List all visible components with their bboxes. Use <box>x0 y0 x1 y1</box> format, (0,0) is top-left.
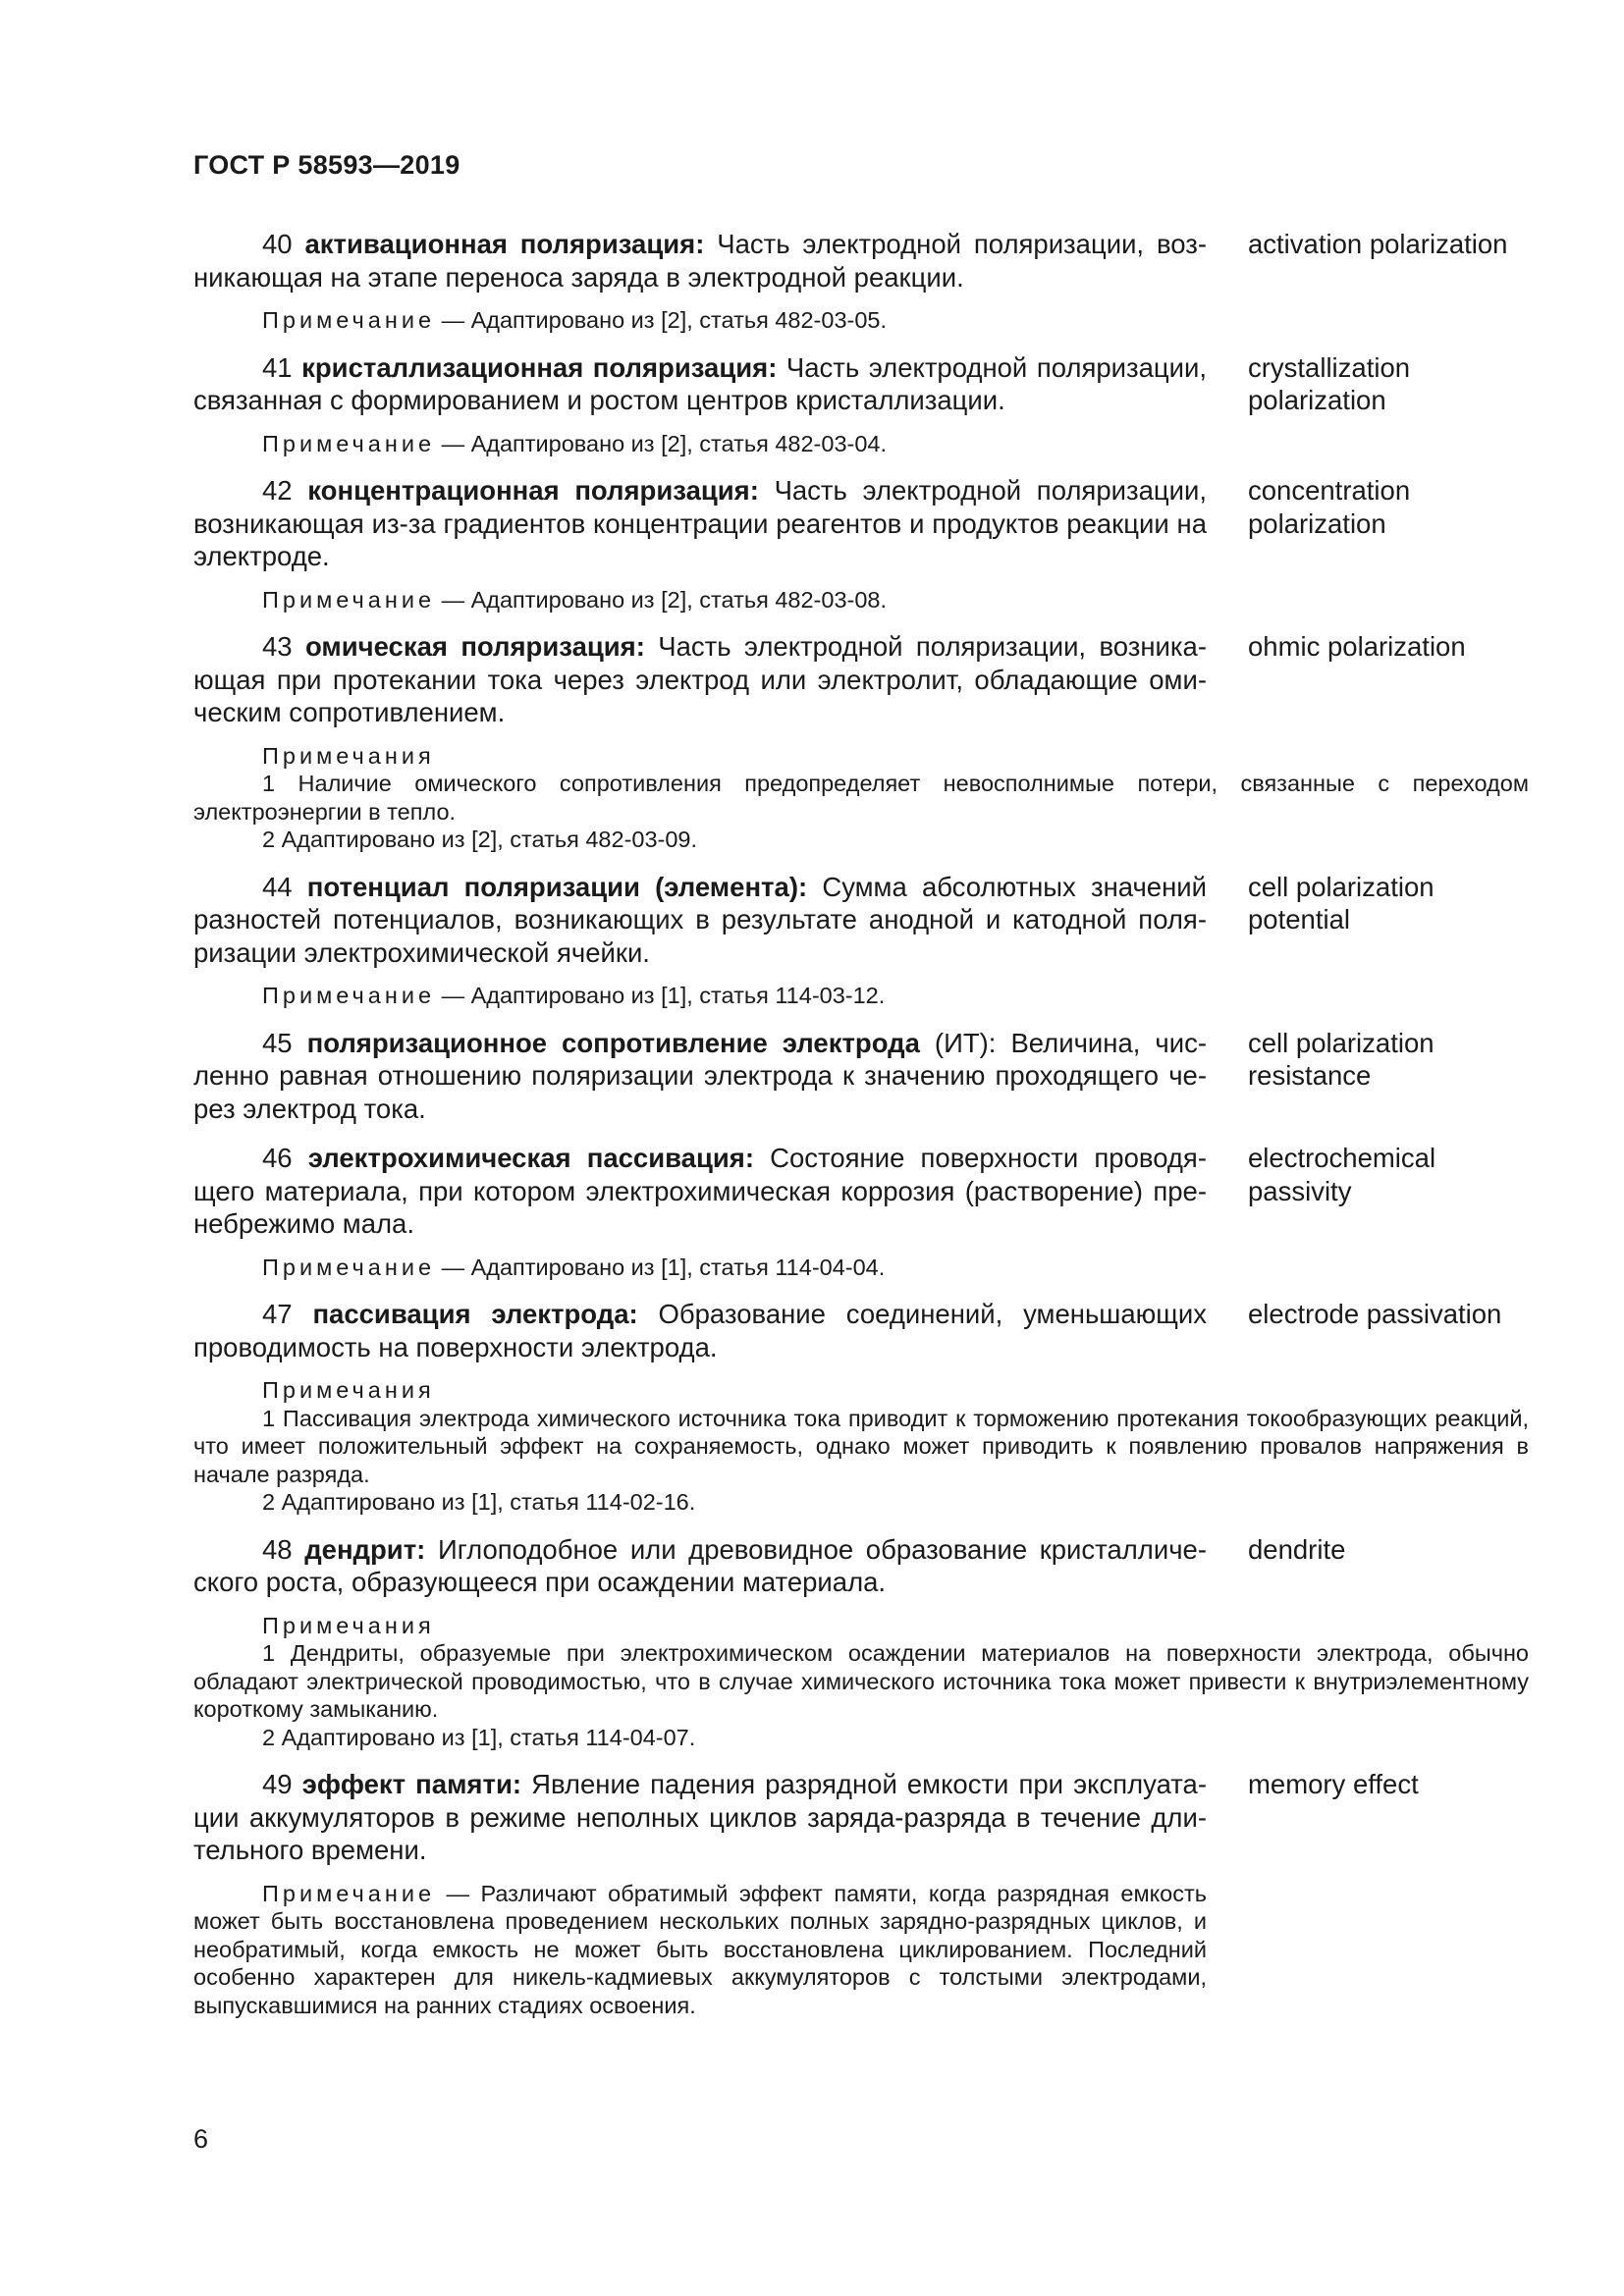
term-name: потенциал поляризации (элемента): <box>306 871 808 902</box>
document-header: ГОСТ Р 58593—2019 <box>193 150 460 180</box>
english-equivalent: ohmic polarization <box>1248 631 1466 662</box>
english-equivalent: cell polarization resistance <box>1248 1027 1435 1091</box>
term-definition: 46 электрохимическая пассивация: Состояние поверхности проводящего материала, при котором электрохимическая коррозия (растворение) пренебрежимо мала. <box>193 1143 1207 1239</box>
english-equivalent: cell polarization potential <box>1248 871 1435 934</box>
term-note: Примечание — Адаптировано из [2], статья 482-03-04. <box>262 430 888 456</box>
term-definition: 42 концентрационная поляризация: Часть электродной поляризации, возникающая из-за градиентов концентрации реагентов и продуктов реакции на электроде. <box>193 475 1207 571</box>
term-entry-40 <box>193 228 1529 294</box>
terms-list <box>193 228 1529 2019</box>
term-name: электрохимическая пассивация: <box>307 1143 754 1173</box>
term-name: концентрационная поляризация: <box>307 475 759 506</box>
term-entry-43 <box>193 630 1529 729</box>
term-definition: 44 потенциал поляризации (элемента): Сумма абсолютных значений разностей потенциалов, возникающих в результате анодной и катодной поляризации электрохимической ячейки. <box>193 871 1208 968</box>
english-equivalent: activation polarization <box>1248 229 1508 259</box>
term-name: дендрит: <box>304 1533 426 1565</box>
english-equivalent: dendrite <box>1248 1533 1346 1565</box>
term-definition: 41 кристаллизационная поляризация: Часть электродной поляризации, связанная с формированием и ростом центров кристаллизации. <box>193 351 1208 415</box>
term-name: активационная поляризация: <box>304 229 705 259</box>
term-definition: 45 поляризационное сопротивление электрода (ИТ): Величина, численно равная отношению поляризации электрода к значению проходящего через электрод тока. <box>193 1027 1207 1124</box>
term-definition: 47 пассивация электрода: Образование соединений, уменьшающих проводимость на поверхности электрода. <box>193 1299 1207 1362</box>
english-equivalent: electrochemical passivity <box>1248 1143 1436 1206</box>
term-note: Примечание — Адаптировано из [2], статья 482-03-08. <box>262 586 888 613</box>
term-note: Примечание — Адаптировано из [1], статья 114-04-04. <box>262 1254 886 1280</box>
term-notes: Примечания 1 Наличие омического сопротивления предопределяет невосполнимые потери, связанные с переходом электроэнергии в тепло. 2 Адаптировано из [2], статья 482-03-09. <box>193 742 1529 852</box>
term-note: Примечание — Адаптировано из [1], статья 114-03-12. <box>262 983 886 1008</box>
term-entry-48 <box>193 1533 1529 1599</box>
term-definition: 40 активационная поляризация: Часть электродной поляризации, возникающая на этапе переноса заряда в электродной реакции. <box>193 229 1208 293</box>
english-equivalent: memory effect <box>1248 1769 1419 1799</box>
term-entry-44 <box>193 871 1529 970</box>
term-name: кристаллизационная поляризация: <box>301 351 778 383</box>
term-note: Примечание — Различают обратимый эффект памяти, когда разрядная емкость может быть восстановлена проведением нескольких полных зарядно-разрядных циклов, и необратимый, когда емкость не может быть восстановлена циклированием. Последний особенно характерен для никель-кадмиевых аккумуляторов с толстыми электродами, выпускавшимися на ранних стадиях освоения. <box>193 1880 1207 2018</box>
term-note: Примечание — Адаптировано из [2], статья 482-03-05. <box>262 307 888 333</box>
term-definition: 48 дендрит: Иглоподобное или древовидное образование кристаллического роста, образующееся при осаждении материала. <box>193 1533 1207 1597</box>
page-number: 6 <box>193 2124 209 2154</box>
term-entry-41 <box>193 351 1529 417</box>
term-entry-45 <box>193 1027 1529 1126</box>
english-equivalent: crystallization polarization <box>1248 351 1411 415</box>
term-entry-49 <box>193 1768 1529 1867</box>
term-name: пассивация электрода: <box>312 1299 638 1329</box>
term-entry-42 <box>193 474 1529 573</box>
term-name: эффект памяти: <box>301 1769 522 1799</box>
term-entry-46 <box>193 1142 1529 1241</box>
term-name: омическая поляризация: <box>304 631 645 662</box>
term-notes: Примечания 1 Дендриты, образуемые при электрохимическом осаждении материалов на поверхности электрода, обычно обладают электрической проводимостью, что в случае химического источника тока может привести к внутриэлементному короткому замыканию. 2 Адаптировано из [1], статья 114-04-07. <box>193 1612 1529 1750</box>
english-equivalent: concentration polarization <box>1248 475 1411 539</box>
term-definition: 49 эффект памяти: Явление падения разрядной емкости при эксплуатации аккумуляторов в режиме неполных циклов заряда-разряда в течение длительного времени. <box>193 1769 1208 1865</box>
term-entry-47 <box>193 1298 1529 1363</box>
english-equivalent: electrode passivation <box>1248 1299 1502 1329</box>
term-notes: Примечания 1 Пассивация электрода химического источника тока приводит к торможению протекания токообразующих реакций, что имеет положительный эффект на сохраняемость, однако может приводить к появлению провалов напряжения в начале разряда. 2 Адаптировано из [1], статья 114-02-16. <box>193 1377 1529 1515</box>
term-name: поляризационное сопротивление электрода <box>306 1027 920 1058</box>
term-definition: 43 омическая поляризация: Часть электродной поляризации, возникающая при протекании тока через электрод или электролит, обладающие омическим сопротивлением. <box>193 631 1207 727</box>
